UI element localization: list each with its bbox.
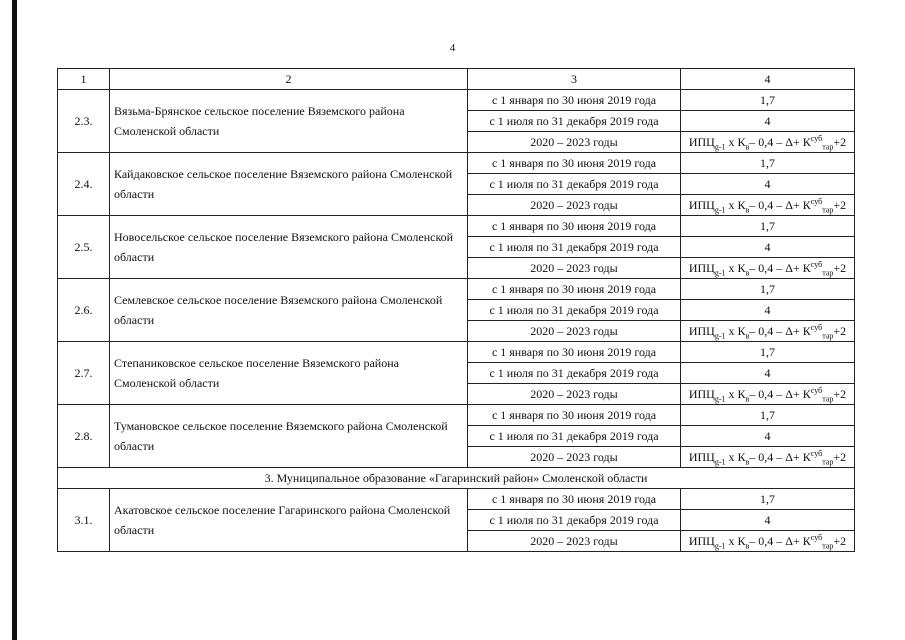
table-row xyxy=(58,342,855,363)
period-cell: 2020 – 2023 годы xyxy=(468,384,681,405)
formula-sup-sub: суб xyxy=(810,260,823,269)
value-cell: 1,7 xyxy=(681,90,855,111)
settlement-name: Вязьма-Брянское сельское поселение Вяземского района Смоленской области xyxy=(110,90,468,153)
formula-end: +2 xyxy=(833,387,847,401)
value-cell: 4 xyxy=(681,426,855,447)
period-cell: с 1 января по 30 июня 2019 года xyxy=(468,153,681,174)
formula xyxy=(688,533,847,551)
formula-sup-sub: суб xyxy=(810,533,823,542)
value-cell: 1,7 xyxy=(681,342,855,363)
period-cell: с 1 июля по 31 декабря 2019 года xyxy=(468,174,681,195)
formula-k: К xyxy=(737,450,746,464)
formula-prefix: ИПЦ xyxy=(688,261,715,275)
formula-sup-sub: суб xyxy=(810,386,823,395)
formula-x: x xyxy=(728,135,735,149)
row-number: 2.7. xyxy=(58,342,110,405)
value-cell xyxy=(681,531,855,552)
formula-prefix: ИПЦ xyxy=(688,198,715,212)
value-cell: 4 xyxy=(681,174,855,195)
formula-k: К xyxy=(737,198,746,212)
formula-x: x xyxy=(728,387,735,401)
value-cell: 1,7 xyxy=(681,405,855,426)
period-cell: с 1 января по 30 июня 2019 года xyxy=(468,342,681,363)
period-cell: с 1 июля по 31 декабря 2019 года xyxy=(468,426,681,447)
formula-prefix: ИПЦ xyxy=(688,387,715,401)
value-cell xyxy=(681,447,855,468)
formula-sub-g: g-1 xyxy=(714,268,726,278)
formula-sup-sub: суб xyxy=(810,134,823,143)
formula-sub-g: g-1 xyxy=(714,205,726,215)
value-cell: 1,7 xyxy=(681,153,855,174)
formula-sub-g: g-1 xyxy=(714,541,726,551)
row-number: 2.8. xyxy=(58,405,110,468)
row-number: 2.5. xyxy=(58,216,110,279)
formula xyxy=(688,323,847,341)
formula-sub-tar: тар xyxy=(822,331,834,341)
formula-k: К xyxy=(737,324,746,338)
header-col-2: 2 xyxy=(110,69,468,90)
period-cell: с 1 января по 30 июня 2019 года xyxy=(468,489,681,510)
formula-sub-v: в xyxy=(745,268,750,278)
settlement-name: Степаниковское сельское поселение Вяземского района Смоленской области xyxy=(110,342,468,405)
formula-sub-tar: тар xyxy=(822,142,834,152)
formula-end: +2 xyxy=(833,534,847,548)
value-cell: 4 xyxy=(681,510,855,531)
scan-left-border xyxy=(12,0,17,640)
formula-prefix: ИПЦ xyxy=(688,534,715,548)
formula-end: +2 xyxy=(833,324,847,338)
table-body xyxy=(58,90,855,552)
row-number: 2.4. xyxy=(58,153,110,216)
formula-x: x xyxy=(728,534,735,548)
period-cell: с 1 июля по 31 декабря 2019 года xyxy=(468,300,681,321)
formula-tail: – 0,4 – Δ+ К xyxy=(749,324,811,338)
formula-sub-v: в xyxy=(745,457,750,467)
settlement-name: Тумановское сельское поселение Вяземского района Смоленской области xyxy=(110,405,468,468)
row-number: 2.6. xyxy=(58,279,110,342)
formula-end: +2 xyxy=(833,198,847,212)
period-cell: с 1 января по 30 июня 2019 года xyxy=(468,216,681,237)
formula-x: x xyxy=(728,450,735,464)
formula-tail: – 0,4 – Δ+ К xyxy=(749,534,811,548)
header-col-1: 1 xyxy=(58,69,110,90)
formula-end: +2 xyxy=(833,450,847,464)
formula-k: К xyxy=(737,135,746,149)
formula-sup-sub: суб xyxy=(810,449,823,458)
table-row xyxy=(58,279,855,300)
value-cell: 1,7 xyxy=(681,489,855,510)
formula-k: К xyxy=(737,387,746,401)
formula-end: +2 xyxy=(833,261,847,275)
period-cell: 2020 – 2023 годы xyxy=(468,531,681,552)
formula-tail: – 0,4 – Δ+ К xyxy=(749,135,811,149)
section-row xyxy=(58,468,855,489)
formula xyxy=(688,197,847,215)
formula-sub-v: в xyxy=(745,142,750,152)
value-cell xyxy=(681,258,855,279)
formula-sub-tar: тар xyxy=(822,457,834,467)
value-cell xyxy=(681,321,855,342)
period-cell: 2020 – 2023 годы xyxy=(468,321,681,342)
value-cell: 4 xyxy=(681,300,855,321)
formula-sub-v: в xyxy=(745,394,750,404)
settlement-name: Акатовское сельское поселение Гагаринского района Смоленской области xyxy=(110,489,468,552)
table-row xyxy=(58,90,855,111)
formula-tail: – 0,4 – Δ+ К xyxy=(749,387,811,401)
section-title: 3. Муниципальное образование «Гагаринский район» Смоленской области xyxy=(58,468,855,489)
value-cell: 1,7 xyxy=(681,216,855,237)
table-row xyxy=(58,405,855,426)
formula-tail: – 0,4 – Δ+ К xyxy=(749,261,811,275)
formula xyxy=(688,134,847,152)
formula-k: К xyxy=(737,261,746,275)
formula-sub-v: в xyxy=(745,205,750,215)
value-cell: 4 xyxy=(681,111,855,132)
period-cell: с 1 января по 30 июня 2019 года xyxy=(468,90,681,111)
settlement-name: Новосельское сельское поселение Вяземского района Смоленской области xyxy=(110,216,468,279)
formula-sub-v: в xyxy=(745,541,750,551)
period-cell: с 1 января по 30 июня 2019 года xyxy=(468,405,681,426)
row-number: 3.1. xyxy=(58,489,110,552)
period-cell: 2020 – 2023 годы xyxy=(468,447,681,468)
table-row xyxy=(58,153,855,174)
header-row xyxy=(58,69,855,90)
period-cell: с 1 июля по 31 декабря 2019 года xyxy=(468,363,681,384)
formula-prefix: ИПЦ xyxy=(688,324,715,338)
formula-sub-g: g-1 xyxy=(714,457,726,467)
period-cell: с 1 июля по 31 декабря 2019 года xyxy=(468,111,681,132)
formula-x: x xyxy=(728,261,735,275)
value-cell: 4 xyxy=(681,237,855,258)
value-cell xyxy=(681,195,855,216)
formula-sub-v: в xyxy=(745,331,750,341)
settlement-name: Семлевское сельское поселение Вяземского района Смоленской области xyxy=(110,279,468,342)
header-col-3: 3 xyxy=(468,69,681,90)
formula-sub-g: g-1 xyxy=(714,142,726,152)
table-row xyxy=(58,216,855,237)
settlement-name: Кайдаковское сельское поселение Вяземского района Смоленской области xyxy=(110,153,468,216)
formula-tail: – 0,4 – Δ+ К xyxy=(749,198,811,212)
formula-sub-tar: тар xyxy=(822,394,834,404)
formula-sub-g: g-1 xyxy=(714,331,726,341)
formula-prefix: ИПЦ xyxy=(688,450,715,464)
formula-sub-g: g-1 xyxy=(714,394,726,404)
page-number: 4 xyxy=(449,42,456,54)
value-cell xyxy=(681,132,855,153)
formula-prefix: ИПЦ xyxy=(688,135,715,149)
formula xyxy=(688,449,847,467)
period-cell: 2020 – 2023 годы xyxy=(468,195,681,216)
formula-sup-sub: суб xyxy=(810,197,823,206)
formula-x: x xyxy=(728,324,735,338)
period-cell: с 1 июля по 31 декабря 2019 года xyxy=(468,237,681,258)
formula-end: +2 xyxy=(833,135,847,149)
period-cell: с 1 января по 30 июня 2019 года xyxy=(468,279,681,300)
formula-sup-sub: суб xyxy=(810,323,823,332)
period-cell: 2020 – 2023 годы xyxy=(468,258,681,279)
formula-sub-tar: тар xyxy=(822,205,834,215)
header-col-4: 4 xyxy=(681,69,855,90)
formula-x: x xyxy=(728,198,735,212)
value-cell xyxy=(681,384,855,405)
table-row xyxy=(58,489,855,510)
formula-tail: – 0,4 – Δ+ К xyxy=(749,450,811,464)
period-cell: с 1 июля по 31 декабря 2019 года xyxy=(468,510,681,531)
formula-sub-tar: тар xyxy=(822,268,834,278)
value-cell: 4 xyxy=(681,363,855,384)
value-cell: 1,7 xyxy=(681,279,855,300)
tariff-table xyxy=(57,68,855,552)
formula xyxy=(688,386,847,404)
row-number: 2.3. xyxy=(58,90,110,153)
period-cell: 2020 – 2023 годы xyxy=(468,132,681,153)
formula-sub-tar: тар xyxy=(822,541,834,551)
formula xyxy=(688,260,847,278)
formula-k: К xyxy=(737,534,746,548)
